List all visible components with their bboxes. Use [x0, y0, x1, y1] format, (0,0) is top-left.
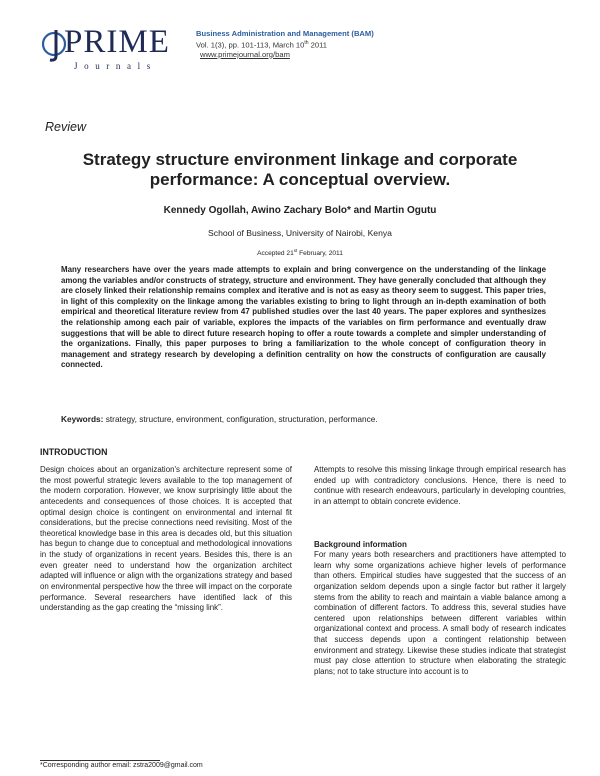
introduction-text: Design choices about an organization's architecture represent some of the most powerful strategic levers available to the top management of the modern corporation. However, we know surprisingly little about the antecedents and consequences of those choices. It is accepted that optimal design choice is contingent on environmental and internal fit considerations, but the precise connections need revisiting. Most of the theoretical knowledge base in this area is decades old, but this situation has begun to change due to conceptual and methodological innovations in the study of organizations in recent years. Besides this, there is an even greater need to understand how the organization architect adapted will influence or align with the organizations strategy and based on environmental perspective how the three will impact on the corporate performance. Several researchers have identified lack of this understanding as the gap creating the “missing link”. [40, 465, 292, 613]
authors: Kennedy Ogollah, Awino Zachary Bolo* and Martin Ogutu [163, 205, 437, 216]
journal-header [196, 29, 526, 59]
logo-brand-text: PRIME [64, 24, 170, 60]
journal-logo [40, 24, 190, 71]
background-text: For many years both researchers and practitioners have attempted to learn why some organizations achieve higher levels of performance than others. Empirical studies have suggested that the success of an organization seldom depends upon a single factor but rather it largely stems from the ability to reach and maintain a viable balance among a combination of different factors. To address this, several studies have centered upon relationships between different variables within organizational context and process. A small body of research indicates that success depends upon a contingent relationship between environment and strategy. Likewise these studies indicate that strategist must pay close attention to structure when elaborating the strategic plans; not to take structure into account is to [314, 550, 566, 676]
keywords-label: Keywords: [61, 414, 104, 424]
volume-text: Vol. 1(3), pp. 101-113, March 10 [196, 40, 305, 50]
section-type: Review [45, 120, 86, 134]
accepted-date [40, 248, 560, 257]
logo-sub-text: Journals [74, 61, 157, 71]
keywords-text: strategy, structure, environment, configuration, structuration, performance. [103, 414, 378, 424]
volume-year: 2011 [308, 40, 327, 50]
journal-volume [196, 39, 526, 50]
introduction-heading: INTRODUCTION [40, 447, 108, 457]
background-heading: Background information [314, 540, 407, 549]
keywords [61, 414, 546, 424]
accepted-text: Accepted 21 [257, 250, 294, 258]
abstract: Many researchers have over the years made attempts to explain and bring convergence on the understanding of the linkage among the variables and/or constructs of strategy, structure and environment. They have generally concluded that although they are closely linked their relationship remains complex and iterative and is not as easy as theory seem to suggest. This paper tries, in light of this complexity on the linkage among the variables existing to bring to light through an in-depth examination of both empirical and theoretical literature review from 47 published studies over the last 40 years. The paper explores and synthesizes the relationship among each pair of variable, explores the impacts of the variables on firm performance and eventually draw suggestions that will be able to direct future research hoping to offer a route towards a complete and simpler understanding of the organizations. Finally, this paper purposes to bring a familiarization to the whole concept of configuration theory in management and strategy research by developing a definition centrality on how the constructs of configuration are causally connected. [61, 265, 546, 370]
volume-sup: th [304, 39, 309, 46]
affiliation: School of Business, University of Nairobi, Kenya [208, 228, 392, 238]
accepted-month: February, 2011 [297, 250, 343, 258]
paper-title: Strategy structure environment linkage and corporate performance: A conceptual overview. [82, 150, 518, 189]
introduction-continued-text: Attempts to resolve this missing linkage through empirical research has ended up with contradictory conclusions. Hence, there is need to continue with research endeavours, particularly in developing countries, in an attempt to obtain concrete evidence. [314, 465, 566, 506]
accepted-sup: st [293, 248, 298, 253]
journal-url-link[interactable]: www.primejournal.org/bam [200, 49, 290, 59]
journal-title: Business Administration and Management (BAM) [196, 29, 374, 38]
footnote-divider [40, 760, 160, 761]
footnote: *Corresponding author email: zstra2009@gmail.com [40, 762, 203, 769]
